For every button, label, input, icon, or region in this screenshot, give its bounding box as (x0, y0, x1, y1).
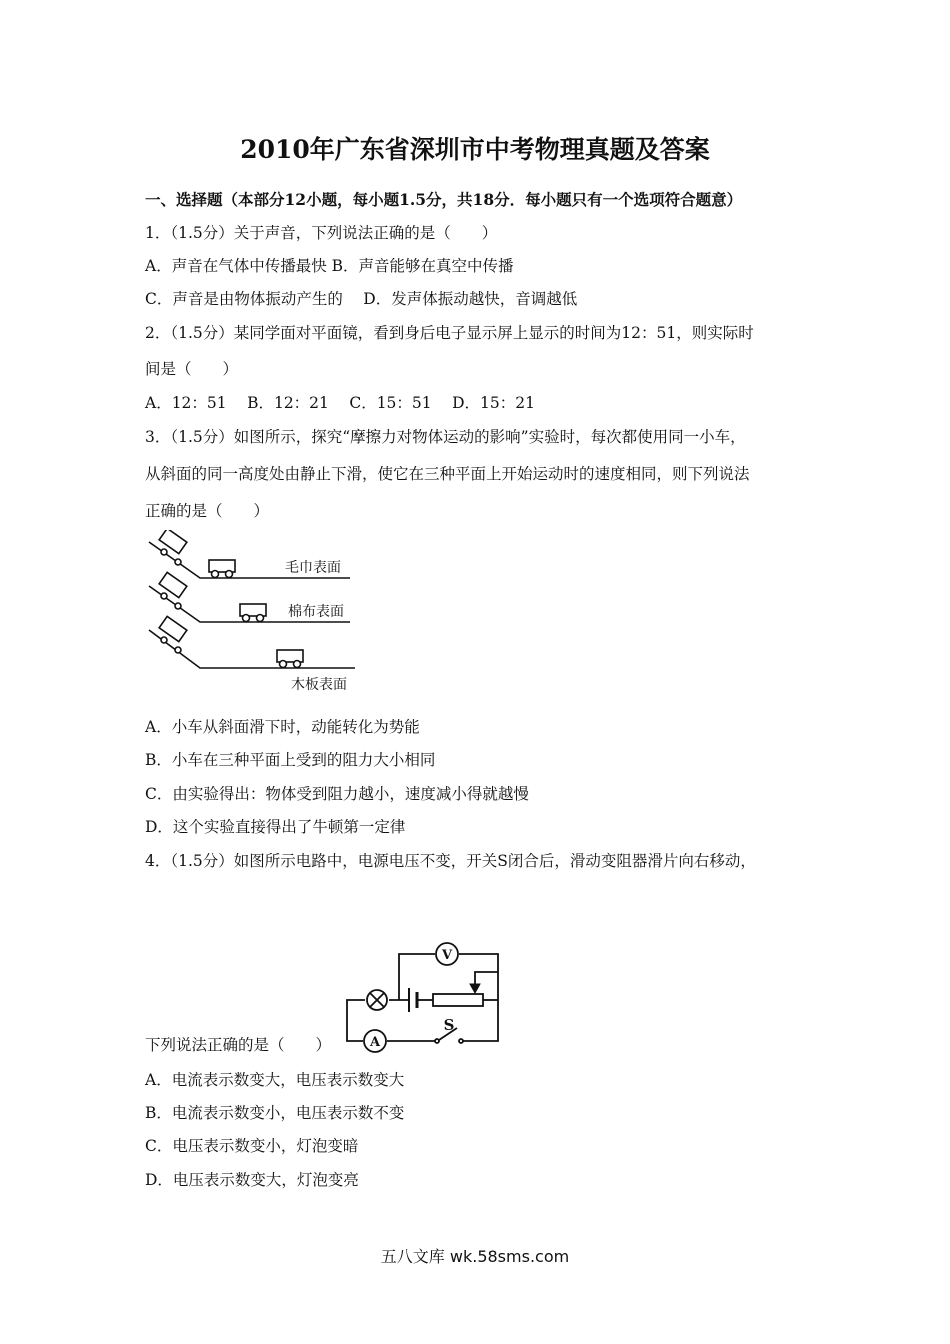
q2-options: A．12：51 B．12：21 C．15：51 D．15：21 (145, 394, 535, 412)
switch-label: S (443, 1016, 455, 1034)
q4-option-b: B．电流表示数变小，电压表示数不变 (145, 1104, 405, 1122)
q3-stem-line1: 3．（1.5分）如图所示，探究“摩擦力对物体运动的影响”实验时，每次都使用同一小车， (145, 428, 746, 446)
q3-stem-line3: 正确的是（ ） (145, 502, 270, 520)
q4-stem-line1: 4．（1.5分）如图所示电路中，电源电压不变，开关S闭合后，滑动变阻器滑片向右移动， (145, 852, 756, 870)
q4-option-a: A．电流表示数变大，电压表示数变大 (145, 1071, 405, 1089)
q3-option-b: B．小车在三种平面上受到的阻力大小相同 (145, 751, 436, 769)
q4-option-c: C．电压表示数变小，灯泡变暗 (145, 1137, 359, 1155)
figure-label-cotton: 棉布表面 (288, 604, 344, 620)
voltmeter-label: V (441, 948, 453, 963)
q2-stem-line2: 间是（ ） (145, 360, 239, 378)
q1-stem: 1．（1.5分）关于声音，下列说法正确的是（ ） (145, 224, 498, 242)
q1-options-row1: A．声音在气体中传播最快 B．声音能够在真空中传播 (145, 257, 514, 275)
document-title: 2010年广东省深圳市中考物理真题及答案 (240, 135, 710, 164)
page-footer: 五八文库 wk.58sms.com (380, 1247, 570, 1266)
q2-stem-line1: 2．（1.5分）某同学面对平面镜，看到身后电子显示屏上显示的时间为12：51，则实际时 (145, 324, 754, 342)
section-heading: 一、选择题（本部分12小题，每小题1.5分，共18分．每小题只有一个选项符合题意） (145, 190, 743, 209)
ammeter-label: A (369, 1035, 381, 1050)
q3-option-c: C．由实验得出：物体受到阻力越小，速度减小得就越慢 (145, 785, 529, 803)
figure-label-wood: 木板表面 (291, 677, 347, 693)
q3-option-d: D．这个实验直接得出了牛顿第一定律 (145, 818, 406, 836)
q1-options-row2: C．声音是由物体振动产生的 D．发声体振动越快，音调越低 (145, 290, 578, 308)
ramp-experiment-figure (145, 530, 365, 700)
circuit-figure (335, 936, 515, 1060)
q4-option-d: D．电压表示数变大，灯泡变亮 (145, 1171, 359, 1189)
q3-stem-line2: 从斜面的同一高度处由静止下滑，使它在三种平面上开始运动时的速度相同，则下列说法 (145, 465, 750, 483)
q4-stem-line2: 下列说法正确的是（ ） (145, 1036, 332, 1054)
q3-option-a: A．小车从斜面滑下时，动能转化为势能 (145, 718, 420, 736)
figure-label-towel: 毛巾表面 (285, 560, 341, 576)
